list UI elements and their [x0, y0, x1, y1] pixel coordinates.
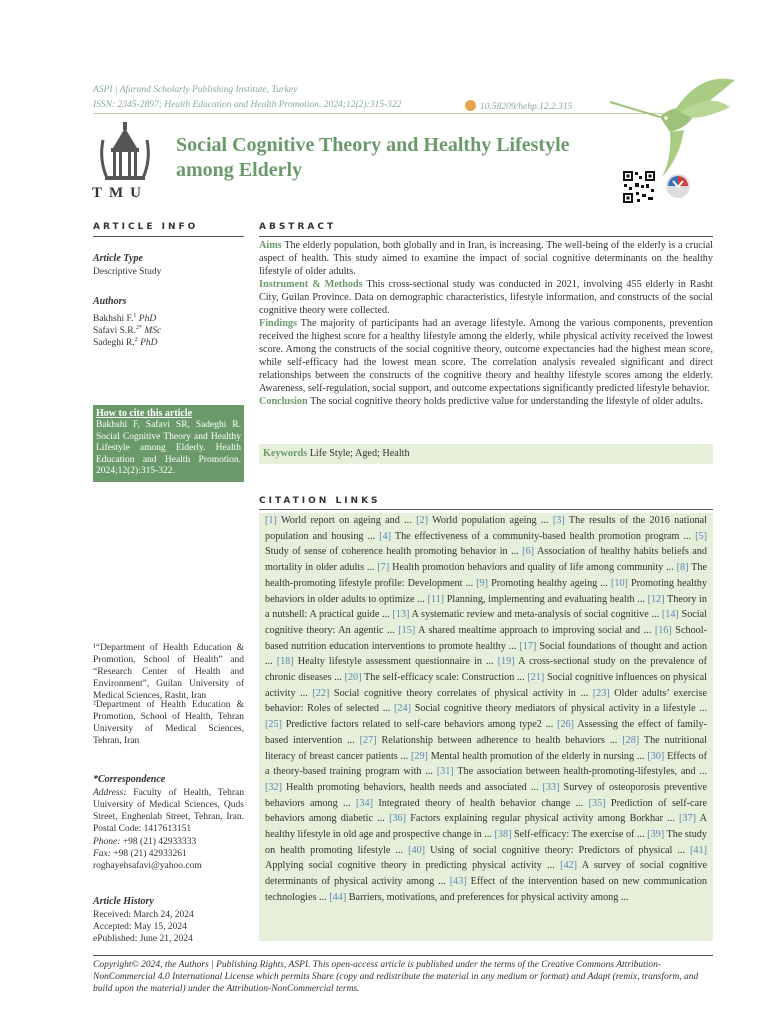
article-history-label: Article History [93, 896, 154, 907]
article-type-label: Article Type [93, 253, 143, 264]
citation-title: Integrated theory of health behavior change ... [373, 797, 589, 809]
citation-title: Effect of the intervention based on new communication technologies ... [265, 876, 707, 903]
citation-number[interactable]: [42] [560, 860, 578, 872]
citation-title: Health promoting behaviors, health needs and associated ... [281, 781, 543, 793]
correspondence-email[interactable]: roghayehsafavi@yahoo.com [93, 861, 202, 871]
citation-title: A shared mealtime approach to improving social and ... [415, 624, 655, 636]
citation-number[interactable]: [23] [592, 687, 610, 699]
citation-number[interactable]: [44] [329, 891, 347, 903]
citation-link[interactable] [398, 625, 655, 636]
citation-link[interactable] [392, 609, 661, 620]
citation-link[interactable] [427, 594, 647, 605]
citation-title: Relationship between adherence to health behaviors ... [376, 734, 623, 746]
citation-link[interactable] [360, 735, 623, 746]
citation-link[interactable] [265, 719, 557, 730]
correspondence-fax: Fax: +98 (21) 42933261 [93, 849, 187, 859]
citation-title: The self-efficacy scale: Construction ... [361, 672, 528, 684]
citation-title: The association between health-promoting-lifestyles, and ... [453, 766, 707, 778]
citation-link[interactable] [494, 829, 647, 840]
citation-title: World report on ageing and ... [276, 515, 417, 526]
citation-link[interactable] [277, 656, 498, 667]
how-to-cite-title: How to cite this article [96, 408, 193, 419]
citation-links-box [259, 513, 713, 941]
citation-number[interactable]: [11] [427, 593, 445, 605]
correspondence-label: *Correspondence [93, 774, 166, 785]
citation-number[interactable]: [26] [557, 719, 575, 731]
citation-number[interactable]: [25] [265, 719, 282, 731]
citation-number[interactable]: [43] [449, 876, 467, 888]
logo-text: TMU [92, 185, 148, 201]
citation-number[interactable]: [22] [312, 687, 330, 699]
citation-title: Health promotion behaviors and quality of life among community ... [389, 562, 677, 574]
citation-title: World population ageing ... [427, 515, 553, 526]
epublished-date: ePublished: June 21, 2024 [93, 934, 193, 944]
citation-number[interactable]: [27] [359, 734, 377, 746]
citation-number[interactable]: [15] [398, 624, 416, 636]
article-type: Descriptive Study [93, 267, 162, 277]
doi-text: 10.58209/hehp.12.2.315 [480, 102, 573, 112]
how-to-cite-text: Bakhshi F, Safavi SR, Sadeghi R. Social Cognitive Theory and Healthy Lifestyle among Elderly. Health Education and Health Promotion. 2024;12(2):315-322. [96, 420, 241, 476]
citation-link[interactable] [312, 688, 592, 699]
citation-title: Prediction of self-care behaviors among diabetic ... [265, 797, 708, 825]
citation-links-heading: CITATION LINKS [259, 496, 381, 506]
citation-title: Study of sense of coherence health promoting behavior in ... [265, 546, 523, 558]
citation-number[interactable]: [39] [647, 829, 665, 841]
citation-title: Planning, implementing and evaluating health ... [444, 593, 648, 605]
abstract-conclusion: Conclusion The social cognitive theory holds predictive value for understanding the lifestyle of older adults. [259, 396, 703, 407]
citation-number[interactable]: [1] [265, 515, 277, 526]
citation-number[interactable]: [4] [379, 530, 392, 542]
citation-number[interactable]: [30] [647, 750, 665, 762]
citation-link[interactable] [437, 766, 707, 777]
abstract-heading: ABSTRACT [259, 222, 337, 232]
citation-title: Association of healthy habits beliefs and mortality in older adults ... [265, 546, 707, 574]
author-1: Bakhshi F.$^1$ PhD [93, 313, 157, 325]
affiliation-2: ²Department of Health Education & Promotion, School of Health, Tehran University of Medical Sciences, Tehran, Iran [93, 700, 244, 746]
citation-title: Healty lifestyle assessment questionnaire in ... [293, 656, 498, 668]
citation-number[interactable]: [3] [552, 515, 565, 526]
citation-number[interactable]: [21] [527, 672, 545, 684]
affiliation-1: ¹“Department of Health Education & Promotion, School of Health” and “Research Center of Health and Environment”, Guilan University of Medical Sciences, Rasht, Iran [93, 643, 244, 701]
article-info-rule [93, 236, 244, 237]
citation-number[interactable]: [36] [389, 813, 407, 825]
citation-number[interactable]: [6] [522, 546, 535, 558]
citation-title: The effectiveness of a community-based health promotion program ... [391, 530, 696, 542]
citation-title: A survey of social cognitive determinants of physical activity among ... [265, 860, 707, 888]
citation-number[interactable]: [10] [610, 577, 628, 589]
citation-title: Mental health promotion of the elderly in nursing ... [427, 750, 648, 762]
qr-code-icon[interactable] [622, 170, 656, 204]
citation-number[interactable]: [17] [519, 640, 537, 652]
citation-number[interactable]: [18] [276, 656, 294, 668]
citation-link[interactable] [356, 798, 589, 809]
doi-icon [465, 100, 476, 111]
correspondence-phone: Phone: +98 (21) 42933333 [93, 837, 197, 847]
citation-number[interactable]: [29] [410, 750, 428, 762]
citation-number[interactable]: [13] [392, 609, 410, 621]
citation-title: Survey of osteoporosis preventive behaviors among ... [265, 781, 707, 809]
authors-label: Authors [93, 296, 127, 307]
abstract-aims: Aims The elderly population, both globally and in Iran, is increasing. The well-being of the elderly is a crucial aspect of health. This study aimed to examine the impact of social cognitive determinants on the healthy lifestyle of older adults. [259, 240, 713, 277]
citation-link[interactable] [411, 751, 647, 762]
how-to-cite-box [93, 405, 244, 482]
journal-issn-line: ISSN: 2345-2897; Health Education and Health Promotion. 2024;12(2):315-322 [93, 100, 402, 110]
citation-number[interactable]: [2] [416, 515, 428, 526]
author-3: Sadeghi R.$^2$ PhD [93, 337, 158, 349]
citation-title: Social cognitive theory mediators of physical activity in a lifestyle ... [411, 703, 707, 715]
abstract-findings: Findings The majority of participants had an average lifestyle. Among the various components, prevention received the highest score for a healthy lifestyle among the elderly, while physical activity received the lowest score. Among the constructs of the social cognitive theory, outcome expectancies had the highest mean score, while self-efficacy had the lowest mean score. The correlation analysis revealed significant and direct relationships between the constructs of the cognitive theory and healthy lifestyle scores among the elderly. Awareness, self-regulation, social support, and outcome expectations significantly predicted lifestyle behavior. [259, 318, 713, 394]
citation-title: The study on health promoting lifestyle ... [265, 829, 707, 856]
hummingbird-icon [600, 72, 740, 182]
citation-title: Social cognitive theory: An agentic ... [265, 609, 707, 636]
citation-title: A cross-sectional study on the prevalence of chronic diseases ... [265, 656, 708, 684]
citation-number[interactable]: [12] [647, 593, 665, 605]
citation-link[interactable] [265, 515, 416, 526]
citation-title: Promoting healthy ageing ... [488, 577, 611, 589]
citation-title: Applying social cognitive theory in predicting physical activity ... [265, 860, 561, 872]
citation-link[interactable] [379, 531, 695, 542]
keywords: Keywords Life Style; Aged; Health [263, 448, 410, 459]
citation-number[interactable]: [32] [265, 781, 282, 793]
citation-title: The health-promoting lifestyle profile: Development ... [265, 562, 708, 589]
citation-link[interactable] [265, 782, 543, 793]
citation-link[interactable] [345, 672, 528, 683]
citation-title: Promoting healthy behaviors in older adults to optimize ... [265, 577, 707, 605]
citation-number[interactable]: [35] [588, 797, 606, 809]
citation-number[interactable]: [40] [408, 844, 426, 856]
citation-number[interactable]: [24] [394, 703, 412, 715]
citation-title: Older adults’ exercise behavior: Roles of selected ... [265, 687, 707, 715]
correspondence-address: Address: Faculty of Health, Tehran University of Medical Sciences, Quds Street, Enghenlab Street, Tehran, Iran. Postal Code: 1417613151 [93, 788, 245, 834]
citation-link[interactable] [377, 562, 676, 573]
citation-title: A systematic review and meta-analysis of social cognitive ... [409, 609, 662, 621]
citation-title: Self-efficacy: The exercise of ... [511, 829, 648, 841]
article-title: Social Cognitive Theory and Healthy Lifestyle among Elderly [176, 134, 570, 181]
article-info-heading: ARTICLE INFO [93, 222, 199, 232]
citation-title: Barriers, motivations, and preferences for physical activity among ... [346, 891, 629, 903]
citation-number[interactable]: [20] [344, 672, 362, 684]
citation-link[interactable] [476, 578, 611, 589]
author-2: Safavi S.R.$^{2*}$ MSc [93, 325, 162, 337]
citation-number[interactable]: [31] [436, 766, 454, 778]
citation-number[interactable]: [33] [542, 781, 560, 793]
publisher-line: ASPI | Afarand Scholarly Publishing Institute, Turkey [93, 85, 298, 95]
citation-title: A healthy lifestyle in old age and prospective change in ... [265, 813, 708, 841]
citation-link[interactable] [394, 703, 707, 714]
citation-title: Social cognitive theory correlates of physical activity in ... [329, 687, 593, 699]
citation-link[interactable] [389, 813, 679, 824]
citation-link[interactable] [408, 845, 690, 856]
citation-title: Assessing the effect of family-based intervention ... [265, 719, 708, 746]
citation-number[interactable]: [14] [661, 609, 679, 621]
accepted-date: Accepted: May 15, 2024 [93, 922, 187, 932]
citation-number[interactable]: [38] [494, 829, 512, 841]
citation-title: Effects of a theory-based training program with ... [265, 750, 707, 778]
abstract-rule [259, 236, 713, 237]
citation-number[interactable]: [8] [676, 562, 689, 574]
abstract-methods: Instrument & Methods This cross-sectional study was conducted in 2021, involving 455 elderly in Rasht City, Guilan Province. Data on demographic characteristics, lifestyle information, and constructs of the social cognitive theory were collected. [259, 279, 713, 316]
citation-number[interactable]: [5] [695, 530, 707, 542]
citation-number[interactable]: [19] [497, 656, 515, 668]
citation-link[interactable] [416, 515, 553, 526]
citation-rule [259, 509, 713, 510]
citation-title: Social foundations of thought and action ... [265, 640, 707, 668]
citation-number[interactable]: [34] [356, 797, 373, 809]
citation-number[interactable]: [9] [476, 577, 489, 589]
citation-number[interactable]: [16] [654, 624, 672, 636]
citation-number[interactable]: [41] [690, 844, 707, 856]
doi-link[interactable] [465, 100, 572, 112]
received-date: Received: March 24, 2024 [93, 910, 194, 920]
keywords-box [259, 444, 713, 464]
citation-links-list [259, 513, 713, 906]
citation-number[interactable]: [7] [377, 562, 390, 574]
citation-title: The nutritional literacy of breast cancer patients ... [265, 734, 707, 762]
citation-title: Using of social cognitive theory: Predictors of physical ... [425, 844, 691, 856]
crossmark-icon[interactable] [664, 172, 692, 202]
copyright-footer: Copyright© 2024, the Authors | Publishing Rights, ASPI. This open-access article is published under the terms of the Creative Commons Attribution-NonCommercial 4.0 International License which permits Share (copy and redistribute the material in any medium or format) and Adapt (remix, transform, and build upon the material) under the Attribution-NonCommercial terms. [93, 960, 699, 994]
citation-title: School-based nutrition education interventions to promote healthy ... [265, 624, 707, 652]
citation-number[interactable]: [37] [679, 813, 697, 825]
citation-title: Predictive factors related to self-care behaviors among type2 ... [281, 719, 558, 731]
citation-title: The results of the 2016 national population and housing ... [265, 515, 707, 542]
citation-title: Theory in a nutshell: A practical guide ... [265, 593, 707, 621]
citation-title: Social cognitive influences on physical activity ... [265, 672, 707, 699]
footer-rule [93, 955, 713, 956]
citation-link[interactable] [329, 892, 628, 903]
citation-title: Factors explaining regular physical activity among Borkhar ... [406, 813, 680, 825]
abstract-body [259, 239, 713, 463]
citation-number[interactable]: [28] [622, 734, 640, 746]
